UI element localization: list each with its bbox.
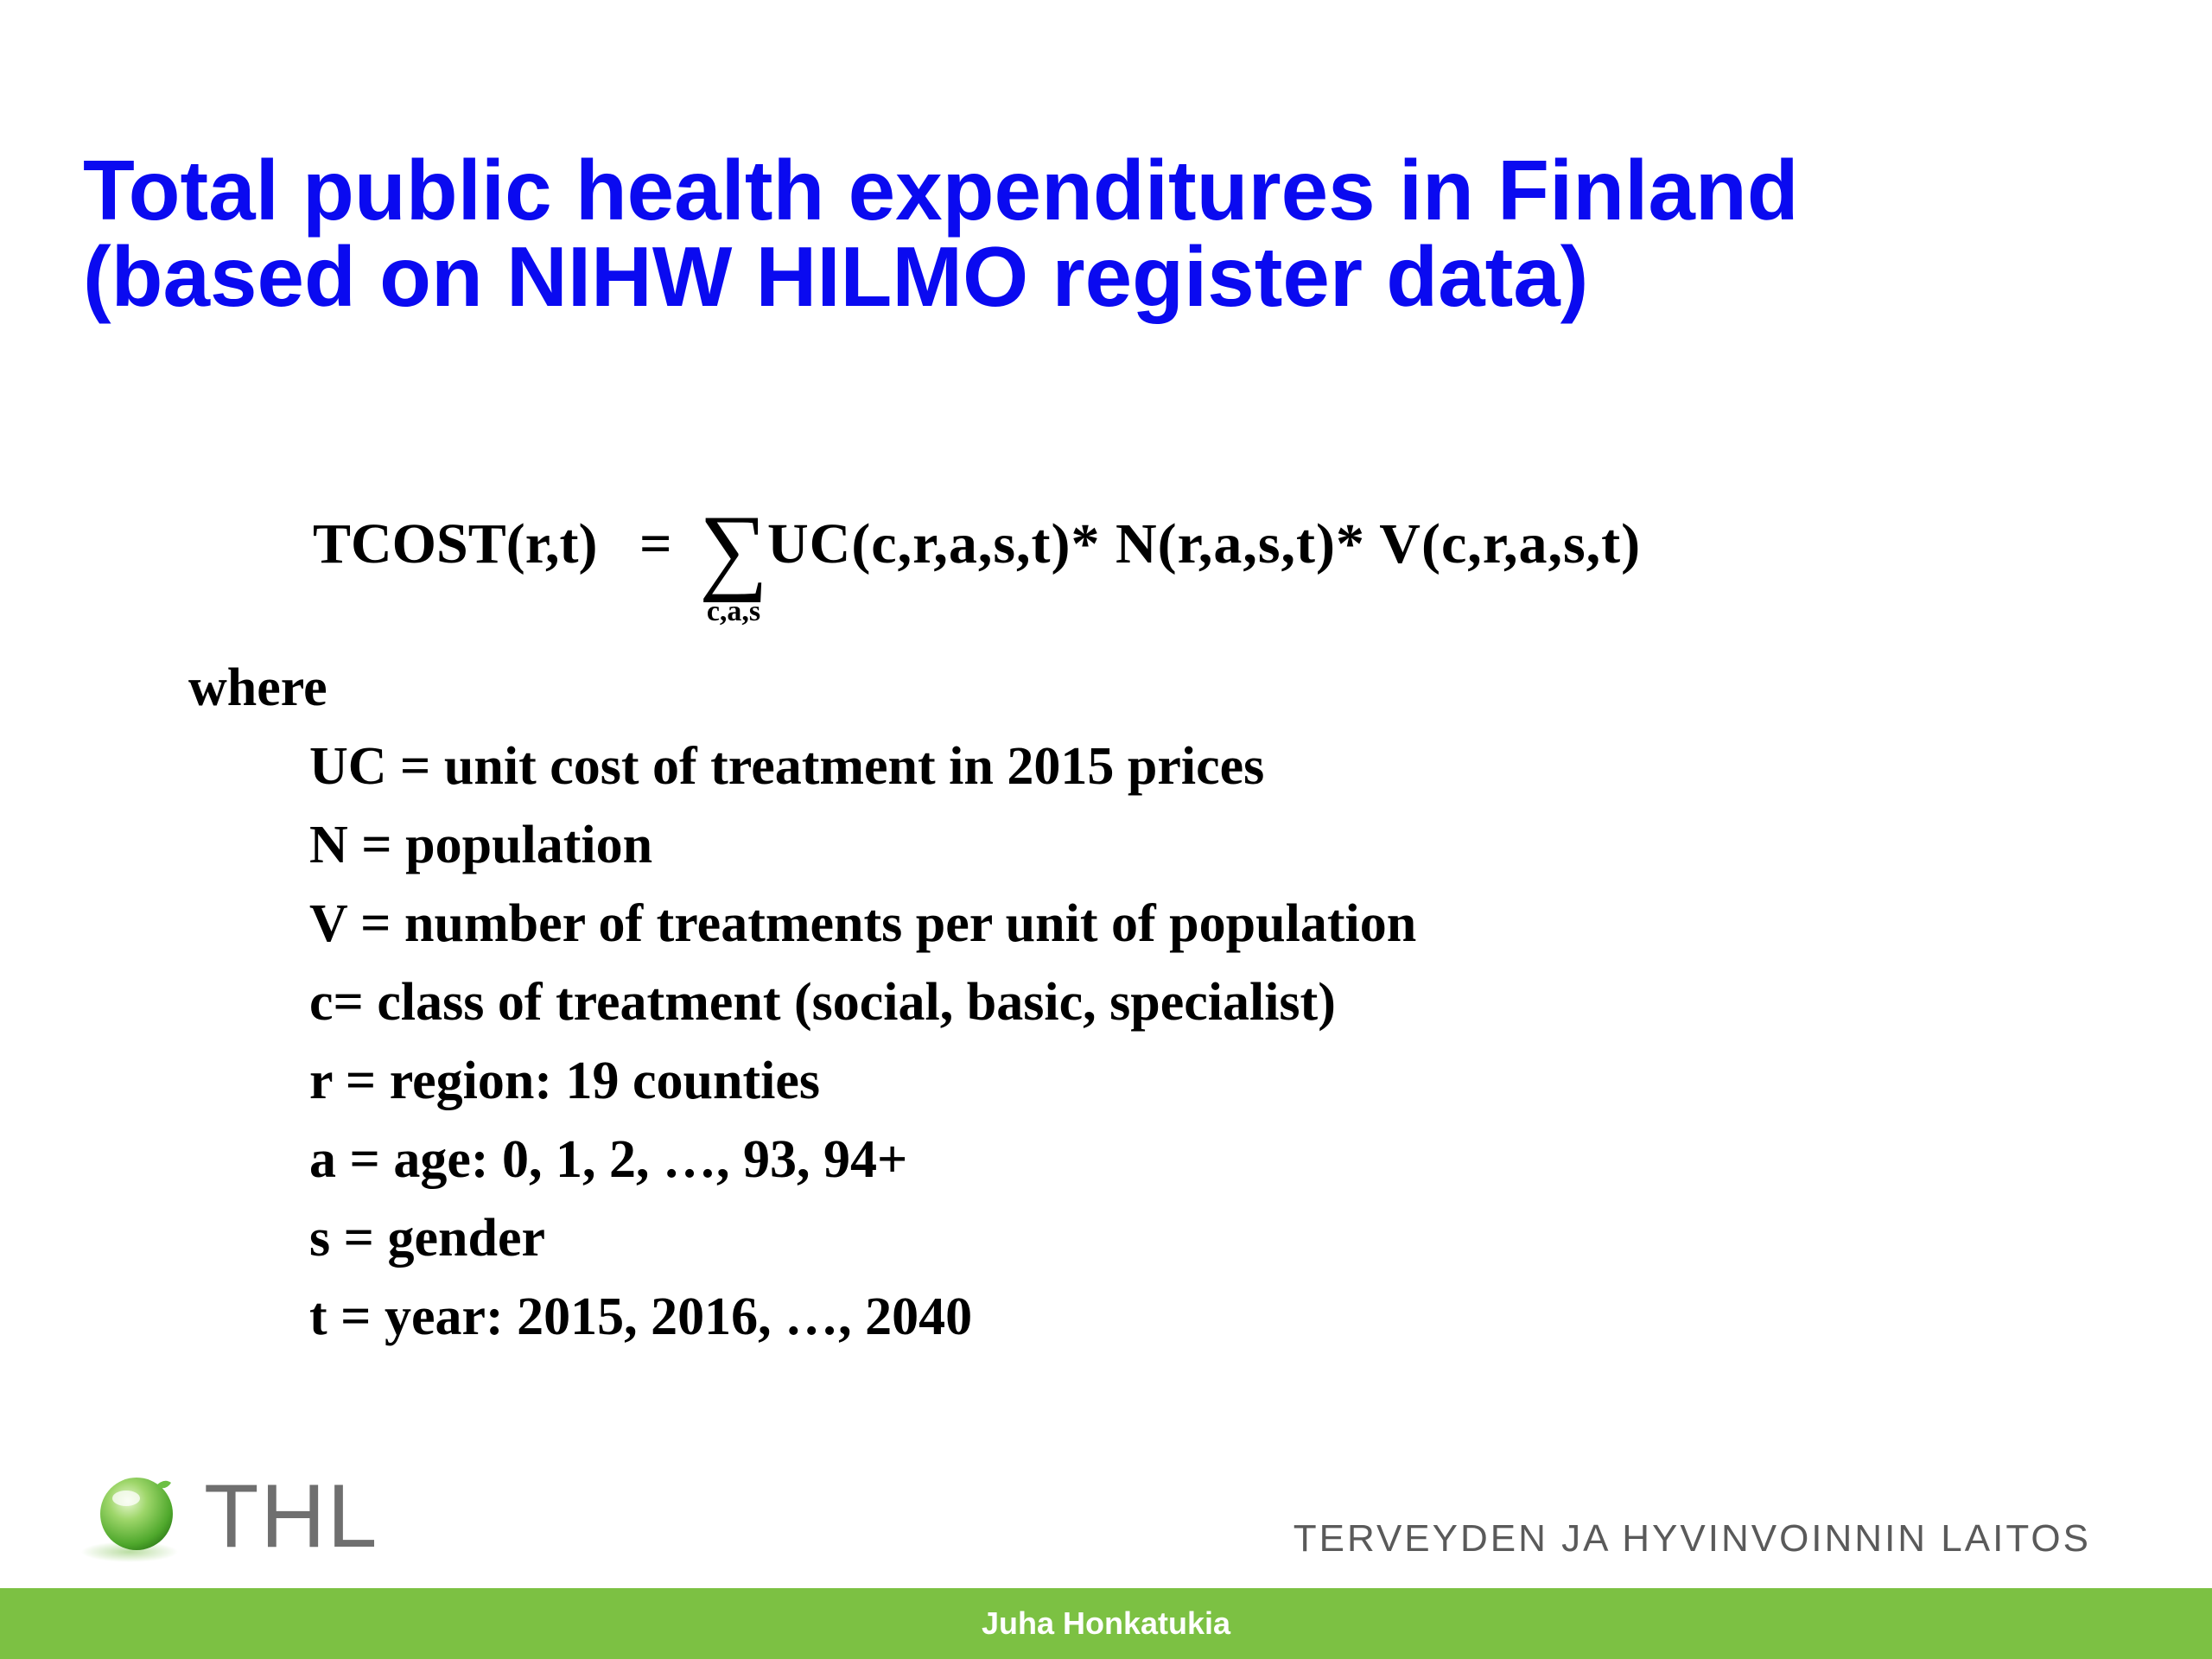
definition-list [188, 728, 1416, 1357]
institute-name: TERVEYDEN JA HYVINVOINNIN LAITOS [1293, 1517, 2091, 1560]
title-line-1: Total public health expenditures in Finland [83, 143, 1799, 238]
slide-title [83, 143, 2070, 324]
definition-item: UC = unit cost of treatment in 2015 prices [309, 737, 1265, 796]
definition-item: r = region: 19 counties [309, 1052, 820, 1110]
footer-author: Juha Honkatukia [981, 1605, 1231, 1641]
formula-rhs: UC(c,r,a,s,t)* N(r,a,s,t)* V(c,r,a,s,t) [767, 512, 1642, 575]
title-line-2: (based on NIHW HILMO register data) [83, 229, 1589, 324]
definition-item: t = year: 2015, 2016, …, 2040 [309, 1287, 973, 1346]
thl-globe-icon [76, 1469, 197, 1564]
thl-logo-text: THL [204, 1466, 379, 1567]
definition-item: V = number of treatments per unit of population [309, 894, 1417, 953]
definition-item: c= class of treatment (social, basic, specialist) [309, 973, 1336, 1032]
definition-item: s = gender [309, 1209, 545, 1268]
footer-bar [0, 1588, 2212, 1659]
definition-item: N = population [309, 816, 653, 874]
formula-equals: = [639, 512, 672, 575]
definitions [188, 648, 1416, 1357]
where-label: where [188, 658, 327, 717]
summation-subscript: c,a,s [706, 595, 761, 627]
formula-lhs: TCOST(r,t) [313, 512, 598, 575]
thl-logo [76, 1466, 379, 1567]
summation-sign: ∑ [699, 496, 768, 603]
definition-item: a = age: 0, 1, 2, …, 93, 94+ [309, 1130, 908, 1189]
